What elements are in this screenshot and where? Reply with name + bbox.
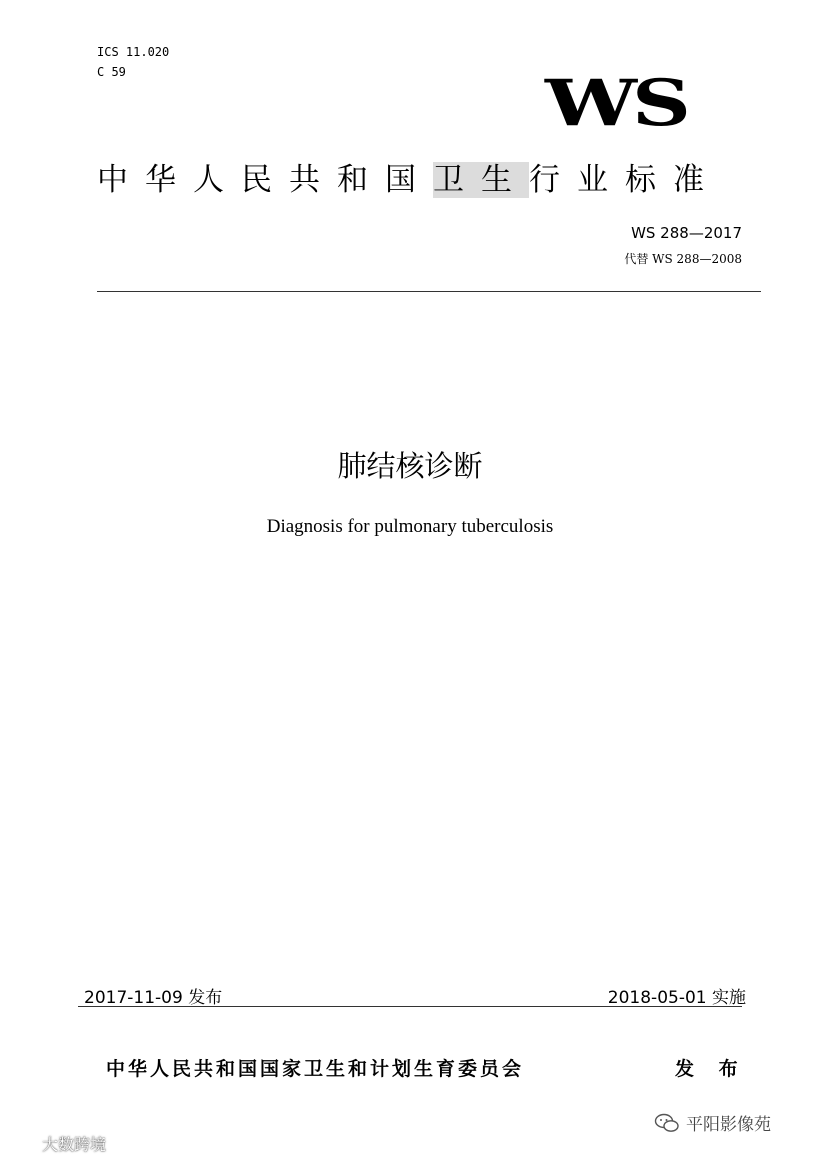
standard-type-part-1: 中华人民共和国 xyxy=(97,162,433,198)
publish-label: 发 布 xyxy=(675,1058,747,1080)
watermark-logo-icon xyxy=(8,1135,38,1153)
standard-type-part-2: 行业标准 xyxy=(529,162,721,198)
issuing-authority: 中华人民共和国国家卫生和计划生育委员会 xyxy=(106,1058,525,1080)
implementation-date: 2018-05-01 实施 xyxy=(607,988,746,1008)
standard-type-highlight: 卫生 xyxy=(433,162,529,198)
wechat-icon xyxy=(654,1113,680,1133)
ccs-code: C 59 xyxy=(97,65,126,79)
classification-codes xyxy=(97,42,169,82)
standard-number: WS 288—2017 xyxy=(631,224,742,242)
ics-code: ICS 11.020 xyxy=(97,45,170,59)
ws-logo: WS xyxy=(545,66,686,141)
footer-divider xyxy=(78,1006,742,1007)
document-title-english: Diagnosis for pulmonary tuberculosis xyxy=(266,516,554,537)
watermark-right xyxy=(654,1110,771,1135)
replaces-standard: 代替 WS 288—2008 xyxy=(624,252,742,266)
watermark-left-text: 大数跨境 xyxy=(42,1135,107,1154)
issue-date: 2017-11-09 发布 xyxy=(84,988,223,1008)
document-title-chinese: 肺结核诊断 xyxy=(337,449,483,483)
watermark-right-text: 平阳影像苑 xyxy=(686,1115,771,1135)
watermark-left xyxy=(8,1132,106,1155)
header-divider xyxy=(97,291,761,292)
standard-type-heading xyxy=(97,158,721,202)
